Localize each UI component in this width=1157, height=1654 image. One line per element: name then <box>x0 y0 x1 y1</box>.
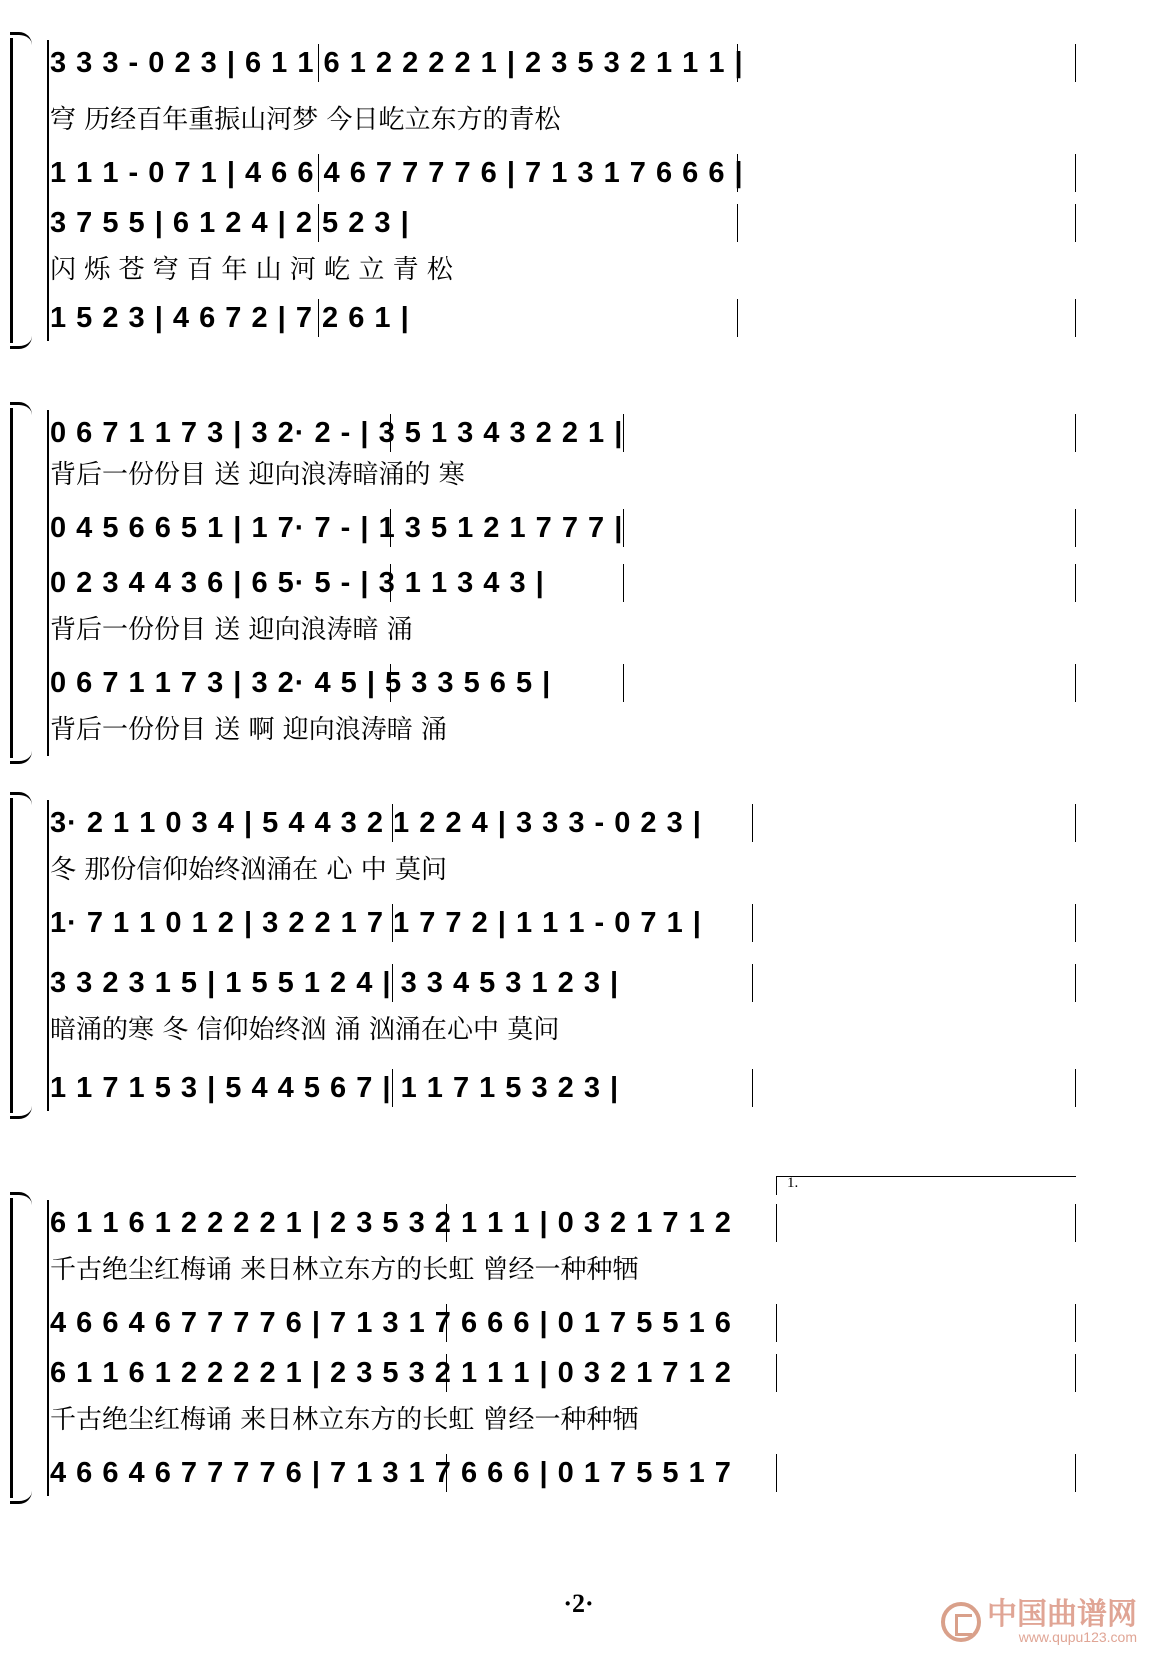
barline <box>390 564 391 602</box>
jianpu-notes: 0 4 5 6 6 5 1 | 1 7· 7 - | 1 3 5 1 2 1 7 7 7 | <box>50 512 624 544</box>
notation-row <box>50 505 1130 551</box>
lyrics-text: 千古绝尘红梅诵 来日林立东方的长虹 曾经一种种牺 <box>50 1405 639 1435</box>
logo-icon <box>941 1602 981 1642</box>
barline <box>1075 509 1076 547</box>
lyrics-text: 闪 烁 苍 穹 百 年 山 河 屹 立 青 松 <box>50 255 453 285</box>
barline <box>392 904 393 942</box>
barline <box>776 1454 777 1492</box>
jianpu-notes: 1 5 2 3 | 4 6 7 2 | 7 2 6 1 | <box>50 302 410 334</box>
jianpu-notes: 6 1 1 6 1 2 2 2 2 1 | 2 3 5 3 2 1 1 1 | 0 3 2 1 7 1 2 <box>50 1207 732 1239</box>
barline <box>318 44 319 82</box>
lyrics-text: 穹 历经百年重振山河梦 今日屹立东方的青松 <box>50 105 561 135</box>
system-brace <box>10 1198 13 1498</box>
lyrics-row <box>50 710 1130 750</box>
barline <box>1075 1304 1076 1342</box>
jianpu-notes: 3 3 3 - 0 2 3 | 6 1 1 6 1 2 2 2 2 1 | 2 3 5 3 2 1 1 1 | <box>50 47 744 79</box>
system-brace <box>10 798 13 1113</box>
notation-row <box>50 295 1130 341</box>
barline <box>318 204 319 242</box>
barline <box>1075 204 1076 242</box>
barline <box>737 204 738 242</box>
jianpu-notes: 4 6 6 4 6 7 7 7 7 6 | 7 1 3 1 7 6 6 6 | 0 1 7 5 5 1 7 <box>50 1457 732 1489</box>
notation-row <box>50 900 1130 946</box>
barline <box>390 509 391 547</box>
system-start-line <box>47 1200 49 1496</box>
barline <box>1075 299 1076 337</box>
barline <box>1075 414 1076 452</box>
barline <box>752 1069 753 1107</box>
jianpu-notes: 1· 7 1 1 0 1 2 | 3 2 2 1 7 1 7 7 2 | 1 1 1 - 0 7 1 | <box>50 907 702 939</box>
barline <box>623 509 624 547</box>
notation-row <box>50 660 1130 706</box>
barline <box>446 1304 447 1342</box>
barline <box>1075 154 1076 192</box>
barline <box>737 154 738 192</box>
barline <box>1075 44 1076 82</box>
lyrics-text: 暗涌的寒 冬 信仰始终汹 涌 汹涌在心中 莫问 <box>50 1015 560 1045</box>
lyrics-text: 冬 那份信仰始终汹涌在 心 中 莫问 <box>50 855 448 885</box>
lyrics-text: 千古绝尘红梅诵 来日林立东方的长虹 曾经一种种牺 <box>50 1255 639 1285</box>
system-start-line <box>47 800 49 1111</box>
notation-row <box>50 1350 1130 1396</box>
jianpu-notes: 1 1 1 - 0 7 1 | 4 6 6 4 6 7 7 7 7 6 | 7 1 3 1 7 6 6 6 | <box>50 157 744 189</box>
lyrics-row <box>50 1400 1130 1440</box>
notation-row <box>50 200 1130 246</box>
system-brace <box>10 408 13 758</box>
lyrics-row <box>50 100 1130 140</box>
barline <box>1075 1454 1076 1492</box>
jianpu-notes: 0 2 3 4 4 3 6 | 6 5· 5 - | 3 1 1 3 4 3 | <box>50 567 545 599</box>
notation-row <box>50 1065 1130 1111</box>
lyrics-row <box>50 455 1130 495</box>
barline <box>752 964 753 1002</box>
barline <box>1075 1204 1076 1242</box>
page-number: ·2· <box>563 1589 594 1618</box>
barline <box>623 414 624 452</box>
barline <box>1075 664 1076 702</box>
barline <box>776 1304 777 1342</box>
barline <box>318 299 319 337</box>
barline <box>390 414 391 452</box>
barline <box>446 1454 447 1492</box>
barline <box>1075 964 1076 1002</box>
barline <box>446 1204 447 1242</box>
barline <box>776 1204 777 1242</box>
barline <box>1075 804 1076 842</box>
barline <box>1075 1069 1076 1107</box>
lyrics-row <box>50 850 1130 890</box>
notation-row <box>50 1450 1130 1496</box>
lyrics-row <box>50 610 1130 650</box>
jianpu-notes: 4 6 6 4 6 7 7 7 7 6 | 7 1 3 1 7 6 6 6 | 0 1 7 5 5 1 6 <box>50 1307 732 1339</box>
barline <box>737 299 738 337</box>
notation-row <box>50 40 1130 86</box>
jianpu-notes: 3 3 2 3 1 5 | 1 5 5 1 2 4 | 3 3 4 5 3 1 2 3 | <box>50 967 620 999</box>
volta-bracket <box>776 1176 1076 1195</box>
barline <box>623 664 624 702</box>
notation-row <box>50 560 1130 606</box>
lyrics-text: 背后一份份目 送 迎向浪涛暗涌的 寒 <box>50 460 465 490</box>
barline <box>390 664 391 702</box>
barline <box>752 804 753 842</box>
barline <box>1075 564 1076 602</box>
watermark-brand: 中国曲谱网 <box>987 1597 1137 1632</box>
lyrics-row <box>50 1250 1130 1290</box>
jianpu-notes: 6 1 1 6 1 2 2 2 2 1 | 2 3 5 3 2 1 1 1 | 0 3 2 1 7 1 2 <box>50 1357 732 1389</box>
jianpu-notes: 1 1 7 1 5 3 | 5 4 4 5 6 7 | 1 1 7 1 5 3 2 3 | <box>50 1072 620 1104</box>
watermark-url: www.qupu123.com <box>1018 1629 1137 1645</box>
barline <box>392 964 393 1002</box>
barline <box>392 804 393 842</box>
notation-row <box>50 800 1130 846</box>
volta-label: 1. <box>787 1175 799 1191</box>
barline <box>776 1354 777 1392</box>
barline <box>737 44 738 82</box>
notation-row <box>50 960 1130 1006</box>
barline <box>392 1069 393 1107</box>
lyrics-row <box>50 1010 1130 1050</box>
system-brace <box>10 38 13 343</box>
notation-row <box>50 1300 1130 1346</box>
barline <box>446 1354 447 1392</box>
lyrics-text: 背后一份份目 送 迎向浪涛暗 涌 <box>50 615 413 645</box>
lyrics-row <box>50 250 1130 290</box>
barline <box>752 904 753 942</box>
barline <box>1075 1354 1076 1392</box>
watermark-logo <box>941 1598 1137 1646</box>
jianpu-notes: 3 7 5 5 | 6 1 2 4 | 2 5 2 3 | <box>50 207 410 239</box>
jianpu-notes: 3· 2 1 1 0 3 4 | 5 4 4 3 2 1 2 2 4 | 3 3 3 - 0 2 3 | <box>50 807 702 839</box>
notation-row <box>50 150 1130 196</box>
jianpu-notes: 0 6 7 1 1 7 3 | 3 2· 4 5 | 5 3 3 5 6 5 | <box>50 667 552 699</box>
barline <box>318 154 319 192</box>
notation-row <box>50 410 1130 456</box>
notation-row <box>50 1200 1130 1246</box>
lyrics-text: 背后一份份目 送 啊 迎向浪涛暗 涌 <box>50 715 448 745</box>
system-start-line <box>47 40 49 341</box>
system-start-line <box>47 410 49 756</box>
barline <box>1075 904 1076 942</box>
barline <box>623 564 624 602</box>
jianpu-notes: 0 6 7 1 1 7 3 | 3 2· 2 - | 3 5 1 3 4 3 2 2 1 | <box>50 417 624 449</box>
